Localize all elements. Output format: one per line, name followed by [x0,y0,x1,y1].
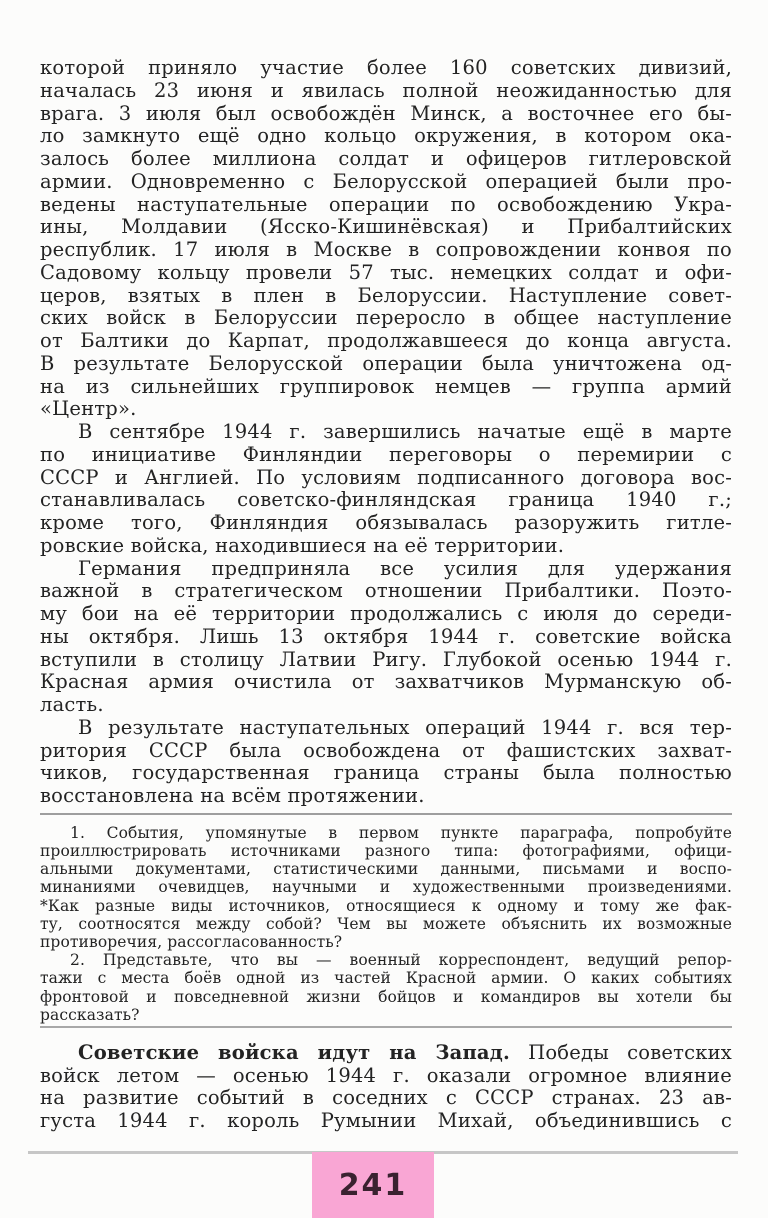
text-line: рассказать? [40,1005,140,1024]
text-line: В результате наступательных операций 1944 г. вся тер- [78,715,732,739]
text-line: залось более миллиона солдат и офицеров гитлеровской [40,147,732,170]
page-number: 241 [338,1167,408,1203]
text-line: важной в стратегическом отношении Прибалтики. Поэто- [40,579,732,603]
question-2 [40,951,732,1024]
text-line: вступили в столицу Латвии Ригу. Глубокой осенью 1944 г. [40,647,732,671]
text-line: Красная армия очистила от захватчиков Мурманскую об- [40,670,732,694]
text-line: ины, Молдавии (Ясско-Кишинёвская) и Прибалтийских [40,215,732,239]
text-line: врага. 3 июля был освобождён Минск, а восточнее его бы- [40,101,732,125]
text-line: ских войск в Белоруссии переросло в общее наступление [40,306,732,330]
text-line: которой приняло участие более 160 советских дивизий, [40,56,732,79]
text-line: церов, взятых в плен в Белоруссии. Наступление совет- [40,283,732,307]
text-line: фронтовой и повседневной жизни бойцов и командиров вы хотели бы [40,987,732,1006]
page-number-box [312,1152,434,1218]
text-line: Садовому кольцу провели 57 тыс. немецких солдат и офи- [40,260,732,284]
text-line: от Балтики до Карпат, продолжавшееся до конца августа. [40,329,732,352]
text-line: ласть. [40,693,104,716]
text-line: В сентябре 1944 г. завершились начатые ещё в марте [78,420,732,443]
text-line: ны октября. Лишь 13 октября 1944 г. советские войска [40,624,732,648]
text-line: на развитие событий в соседних с СССР странах. 23 ав- [40,1086,732,1110]
text-line: Советские войска идут на Запад. Победы советских [78,1040,733,1064]
text-line: проиллюстрировать источниками разного типа: фотографиями, офици- [40,841,732,860]
text-line: чиков, государственная граница страны была полностью [40,761,732,785]
paragraph-baltic-fighting [40,558,732,717]
paragraph-soviet-troops-west [40,1042,732,1133]
text-line: восстановлена на всём протяжении. [40,784,425,807]
question-1 [40,824,732,951]
bold-lead: Советские войска идут на Запад. [78,1040,510,1064]
paragraph-territory-liberated [40,717,732,808]
paragraph-finland-armistice [40,421,732,558]
text-line: ту, соотносятся между собой? Чем вы можете объяснить их возможные [40,914,732,933]
divider-bottom [40,1026,732,1028]
text-line: густа 1944 г. король Румынии Михай, объединившись с [40,1109,732,1133]
text-line: кроме того, Финляндия обязывалась разоружить гитле- [40,511,732,534]
text-line: 2. Представьте, что вы — военный корреспондент, ведущий репор- [70,951,732,970]
text-line: 1. События, упомянутые в первом пункте параграфа, попробуйте [70,823,732,842]
text-line: ровские войска, находившиеся на её территории. [40,533,565,557]
text-line: ведены наступательные операции по освобождению Укра- [40,192,732,216]
text-line: по инициативе Финляндии переговоры о перемирии с [40,442,732,466]
text-line: началась 23 июня и явилась полной неожиданностью для [40,78,732,102]
text-line: альными документами, статистическими данными, письмами и воспо- [40,860,732,879]
questions-block [40,824,732,1024]
text-line: *Как разные виды источников, относящиеся к одному и тому же фак- [40,896,732,915]
text-line: войск летом — осенью 1944 г. оказали огромное влияние [40,1063,732,1087]
text-line: республик. 17 июля в Москве в сопровождении конвоя по [40,238,732,261]
paragraph-belorussian-operation [40,57,732,421]
text-line: Германия предприняла все усилия для удержания [78,556,732,580]
text-line: В результате Белорусской операции была уничтожена од- [40,351,732,375]
text-line: минаниями очевидцев, научными и художественными произведениями. [40,878,732,897]
text-line: «Центр». [40,397,137,421]
divider-top [40,813,732,815]
text-line: ритория СССР была освобождена от фашистских захват- [40,738,732,762]
text-line: станавливалась советско-финляндская граница 1940 г.; [40,488,732,512]
text-line: на из сильнейших группировок немцев — группа армий [40,374,732,398]
text-line: армии. Одновременно с Белорусской операцией были про- [40,169,732,193]
text-line: му бои на её территории продолжались с июля до середи- [40,602,732,625]
main-text [40,57,732,808]
text-line: противоречия, рассогласованность? [40,932,343,951]
text-line: тажи с места боёв одной из частей Красной армии. О каких событиях [40,969,732,988]
text-line: ло замкнуто ещё одно кольцо окружения, в котором ока- [40,124,732,148]
text-line: СССР и Англией. По условиям подписанного договора вос- [40,465,732,489]
